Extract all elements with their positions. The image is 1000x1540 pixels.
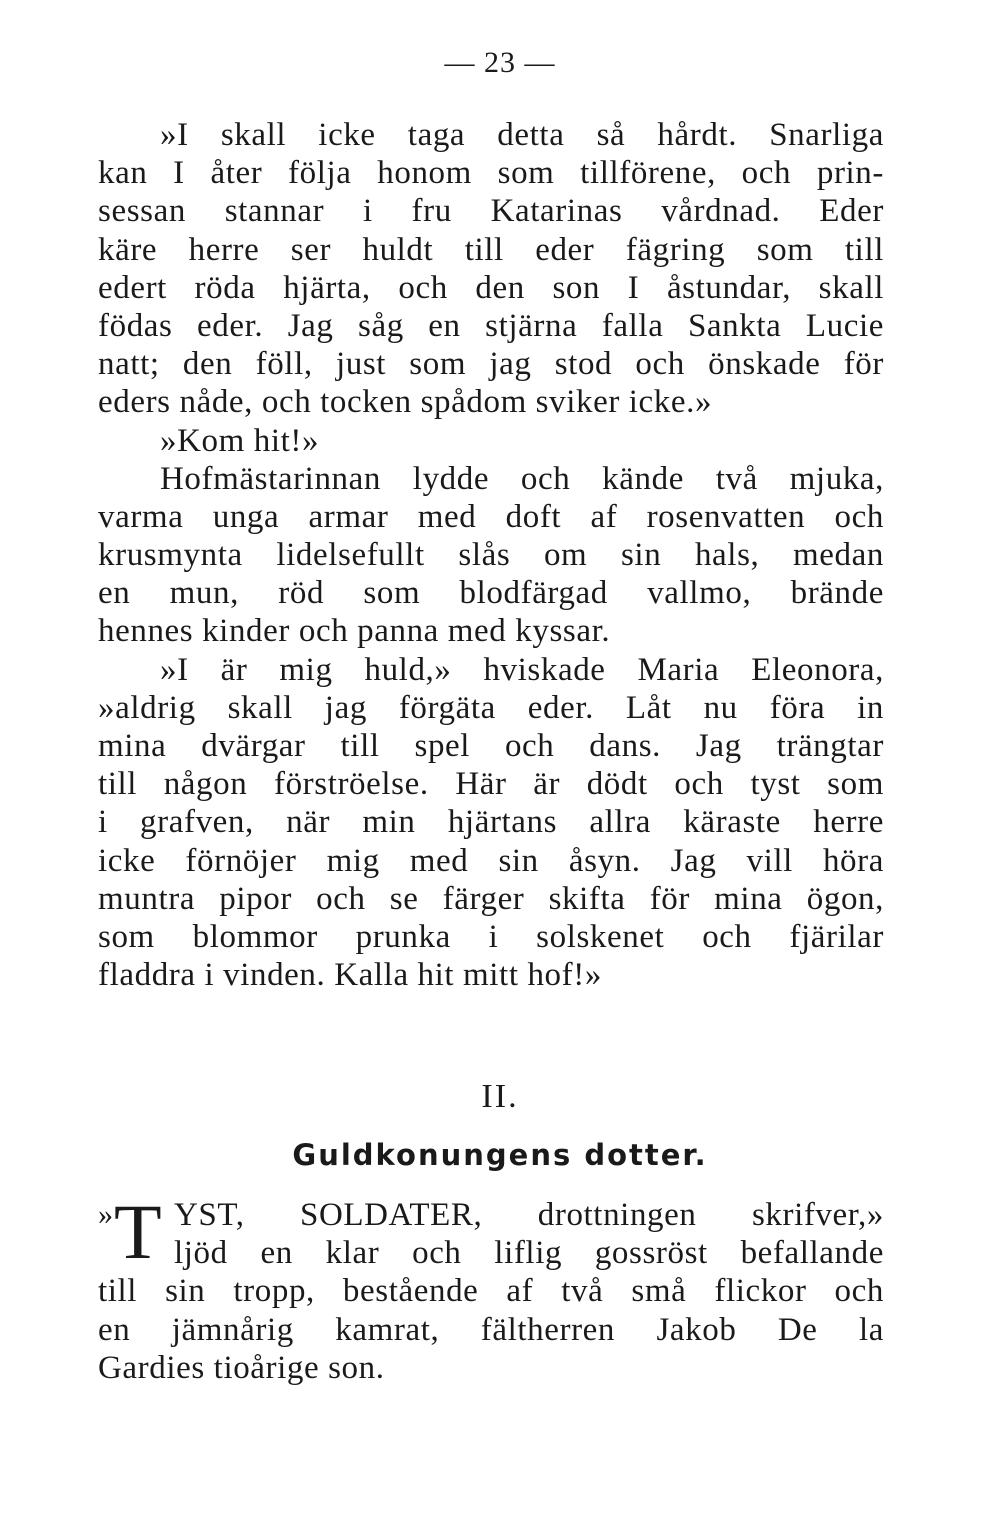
chapter-title: Guldkonungens dotter. (292, 1138, 708, 1172)
text-line: mina dvärgar till spel och dans. Jag trängtar (98, 728, 884, 764)
text-line: Hofmästarinnan lydde och kände två mjuka, (160, 460, 884, 497)
text-line: fladdra i vinden. Kalla hit mitt hof!» (98, 957, 602, 994)
text-line: ljöd en klar och liflig gossröst befallande (174, 1235, 884, 1272)
dropcap-lines (174, 1196, 884, 1272)
text-line: muntra pipor och se färger skifta för mina ögon, (98, 880, 884, 917)
text-line: »Kom hit!» (160, 422, 320, 459)
text-line: till sin tropp, bestående af två små flickor och (98, 1273, 884, 1310)
text-line: »I skall icke taga detta så hårdt. Snarliga (160, 117, 884, 153)
text-line: eders nåde, och tocken spådom sviker icke.» (98, 384, 713, 421)
text-line: »I är mig huld,» hviskade Maria Eleonora, (160, 651, 884, 688)
text-line: icke förnöjer mig med sin åsyn. Jag vill höra (98, 842, 884, 879)
text-line: käre herre ser huldt till eder fägring som till (98, 231, 884, 268)
text-line: till någon förströelse. Här är dödt och tyst som (98, 766, 884, 803)
text-line: Gardies tioårige son. (98, 1349, 385, 1386)
paragraph-1 (98, 116, 884, 994)
chapter-number: II. (481, 1078, 519, 1115)
text-line: edert röda hjärta, och den son I åstundar, skall (98, 269, 884, 306)
dropcap-row (98, 1188, 884, 1275)
drop-cap-letter: T (114, 1188, 163, 1275)
paragraph-5 (98, 1188, 884, 1387)
text-line: krusmynta lidelsefullt slås om sin hals, medan (98, 537, 884, 574)
opening-quote: » (98, 1198, 114, 1231)
text-line: födas eder. Jag såg en stjärna falla Sankta Lucie (98, 307, 884, 344)
page-number: — 23 — (444, 46, 556, 79)
text-line: som blommor prunka i solskenet och fjärilar (98, 918, 884, 955)
text-line: natt; den föll, just som jag stod och önskade för (98, 346, 884, 383)
text-line: kan I åter följa honom som tillförene, och prin- (98, 155, 884, 192)
text-line: YST, SOLDATER, drottningen skrifver,» (174, 1197, 884, 1233)
text-line: sessan stannar i fru Katarinas vårdnad. Eder (98, 193, 884, 230)
text-line: i grafven, när min hjärtans allra käraste herre (98, 804, 884, 841)
text-line: en mun, röd som blodfärgad vallmo, brände (98, 575, 884, 612)
text-line: en jämnårig kamrat, fältherren Jakob De la (98, 1311, 884, 1348)
text-line: varma unga armar med doft af rosenvatten och (98, 498, 884, 535)
text-line: »aldrig skall jag förgäta eder. Låt nu föra in (98, 689, 884, 726)
text-line: hennes kinder och panna med kyssar. (98, 613, 611, 650)
